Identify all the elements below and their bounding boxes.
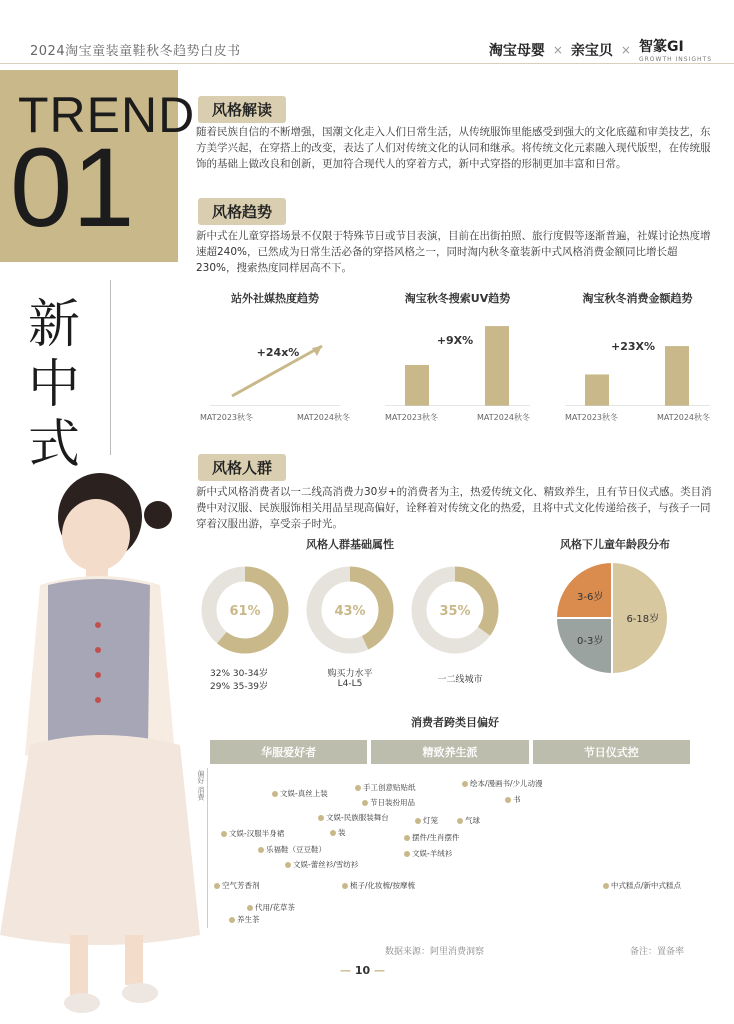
point-marker — [221, 831, 227, 837]
trend-number: 01 — [10, 125, 135, 250]
point-marker — [272, 791, 278, 797]
pref-head-hanfu: 华服爱好者 — [210, 740, 367, 764]
point-label: 手工创意贴贴纸 — [363, 783, 416, 792]
page-number-value: 10 — [354, 964, 371, 977]
pie-slice-label: 6-18岁 — [626, 614, 660, 625]
section-style-interpretation — [198, 96, 286, 123]
preference-point — [214, 880, 260, 891]
donut-value-label: 61% — [229, 604, 261, 619]
preference-point — [342, 880, 415, 891]
donut-legend-city — [420, 672, 500, 685]
chart-title: 淘宝秋冬消费金额趋势 — [582, 292, 693, 305]
preference-point — [362, 797, 415, 808]
point-label: 文娱-汉服半身裙 — [229, 829, 285, 838]
preference-point — [415, 815, 438, 826]
chart-title: 风格人群基础属性 — [306, 538, 394, 551]
preference-point — [330, 827, 346, 838]
point-marker — [457, 818, 463, 824]
annotation: +23X% — [610, 340, 656, 353]
point-label: 空气芳香剂 — [222, 881, 260, 890]
chart-title: 风格下儿童年龄段分布 — [560, 538, 670, 551]
point-marker — [342, 883, 348, 889]
chart-consumption — [565, 290, 710, 423]
point-marker — [285, 862, 291, 868]
side-divider — [110, 280, 111, 455]
legend-line: 购买力水平 — [327, 669, 373, 679]
donut-legend-power — [310, 666, 390, 689]
brand-zhizhuan-sub: GROWTH INSIGHTS — [638, 56, 712, 63]
section-style-audience — [198, 454, 286, 481]
section-paragraph: 新中式在儿童穿搭场景不仅限于特殊节日或节目表演，目前在出街拍照、旅行度假等逐渐普遍，社媒讨论热度增速超240%，已然成为日常生活必备的穿搭风格之一，同时淘内秋冬童装新中式风格消费金额同比增长超230%，搜索热度同样居高不下。 — [196, 230, 711, 274]
annotation: +24x% — [256, 346, 300, 359]
x-tick-label: MAT2023秋冬 — [200, 413, 253, 422]
x-tick-label: MAT2023秋冬 — [385, 413, 438, 422]
point-label: 气球 — [465, 816, 480, 825]
point-label: 代用/花草茶 — [255, 903, 296, 912]
point-marker — [214, 883, 220, 889]
donut-value-label: 43% — [334, 604, 366, 619]
preference-point — [221, 828, 284, 839]
chart-title: 消费者跨类目偏好 — [411, 716, 499, 729]
y-axis — [207, 768, 208, 928]
trend-label: TREND — [18, 87, 196, 143]
footnote: 备注：置备率 — [630, 947, 685, 957]
preference-point — [258, 844, 326, 855]
chart-title: 站外社媒热度趋势 — [231, 292, 319, 305]
preference-point — [355, 782, 416, 793]
legend-line: L4-L5 — [337, 679, 363, 689]
point-label: 乐福鞋（豆豆鞋） — [266, 845, 326, 854]
style-char-3: 式 — [28, 415, 81, 475]
preference-heads — [210, 740, 690, 764]
data-source: 数据来源：阿里消费洞察 — [385, 947, 485, 957]
legend-line: 一二线城市 — [437, 675, 483, 685]
document-title: 2024淘宝童装童鞋秋冬趋势白皮书 — [30, 44, 241, 59]
header-divider — [0, 63, 734, 64]
pref-head-festival: 节日仪式控 — [533, 740, 690, 764]
point-marker — [603, 883, 609, 889]
point-label: 灯笼 — [423, 816, 438, 825]
preference-point — [457, 815, 480, 826]
section-title: 风格趋势 — [198, 198, 286, 225]
point-marker — [462, 781, 468, 787]
preference-point — [318, 812, 389, 823]
point-marker — [404, 851, 410, 857]
section-title: 风格人群 — [198, 454, 286, 481]
bar-mat2023 — [585, 374, 609, 406]
section-title: 风格解读 — [198, 96, 286, 123]
point-marker — [258, 847, 264, 853]
bar-mat2024 — [665, 346, 689, 406]
point-marker — [229, 917, 235, 923]
preference-point — [285, 859, 358, 870]
point-label: 文娱-蕾丝衫/雪纺衫 — [293, 860, 359, 869]
donut-legend-age — [210, 666, 268, 692]
pie-slice — [556, 562, 612, 618]
bar-chart — [565, 306, 710, 406]
x-tick-label: MAT2024秋冬 — [297, 413, 350, 422]
preference-point — [247, 902, 295, 913]
x-tick-label: MAT2024秋冬 — [657, 413, 710, 422]
point-marker — [318, 815, 324, 821]
girl-photo — [0, 455, 200, 1024]
point-marker — [415, 818, 421, 824]
bar-chart — [385, 306, 530, 406]
donut-charts — [200, 560, 520, 660]
brand-zhizhuan — [639, 36, 712, 63]
point-label: 文娱-民族服装舞台 — [326, 813, 389, 822]
x-tick-label: MAT2023秋冬 — [565, 413, 618, 422]
preference-point — [462, 778, 543, 789]
separator: × — [620, 42, 631, 57]
pie-slice-label: 3-6岁 — [577, 592, 604, 604]
section-paragraph: 新中式风格消费者以一二线高消费力30岁+的消费者为主，热爱传统文化、精致养生，且有节日仪式感。类目消费中对汉服、民族服饰相关用品呈现高偏好，诠释着对传统文化的热爱，且将中式文化传递给孩子，与孩子一同穿着汉服出游，享受亲子时光。 — [196, 486, 712, 530]
style-char-1: 新 — [28, 295, 81, 355]
bar-mat2024 — [485, 326, 509, 406]
point-marker — [355, 785, 361, 791]
point-label: 绘本/漫画书/少儿动漫 — [470, 779, 543, 788]
point-label: 梳子/化妆梳/按摩梳 — [350, 881, 416, 890]
chart-title: 淘宝秋冬搜索UV趋势 — [404, 292, 511, 305]
pref-head-wellness: 精致养生派 — [371, 740, 528, 764]
preference-point — [404, 848, 452, 859]
point-marker — [404, 835, 410, 841]
page-number: — 10 — — [340, 964, 385, 977]
section-paragraph: 随着民族自信的不断增强，国潮文化走入人们日常生活，从传统服饰里能感受到强大的文化底蕴和审美技艺，东方美学兴起，在穿搭上的改变，表达了人们对传统文化的认同和继承。将传统文化元素融入现代版型，在传统服饰的基础上做改良和创新，更加符合现代人的穿着方式，新中式穿搭的形制更加丰富和日常。 — [196, 126, 711, 170]
chart-search-uv — [385, 290, 530, 423]
point-marker — [362, 800, 368, 806]
bar-mat2023 — [405, 365, 429, 406]
point-marker — [247, 905, 253, 911]
separator: × — [552, 42, 563, 57]
preference-point — [404, 832, 460, 843]
donut-value-label: 35% — [439, 604, 471, 619]
point-label: 文娱-真丝上装 — [280, 789, 328, 798]
style-char-2: 中 — [28, 355, 81, 415]
point-marker — [330, 830, 336, 836]
legend-line: 32% 30-34岁 — [210, 669, 269, 679]
point-label: 文娱-羊绒衫 — [412, 849, 453, 858]
preference-point — [505, 794, 521, 805]
point-label: 书 — [513, 795, 521, 804]
point-label: 中式糕点/新中式糕点 — [611, 881, 682, 890]
preference-point — [603, 880, 681, 891]
x-tick-label: MAT2024秋冬 — [477, 413, 530, 422]
section-style-trend — [198, 198, 286, 225]
point-label: 装 — [338, 828, 346, 837]
donut-group — [200, 560, 520, 700]
line-chart — [200, 306, 350, 406]
pie-slice-label: 0-3岁 — [577, 635, 604, 647]
annotation: +9X% — [436, 334, 474, 347]
legend-line: 29% 35-39岁 — [210, 682, 269, 692]
point-label: 养生茶 — [237, 915, 260, 924]
preference-point — [229, 914, 260, 925]
brand-qinbaobei: 亲宝贝 — [570, 42, 613, 59]
brand-logos — [489, 36, 712, 63]
y-axis-label: 偏好 消费 — [197, 770, 205, 801]
point-marker — [505, 797, 511, 803]
point-label: 摆件/生肖摆件 — [412, 833, 460, 842]
brand-taobao-muying: 淘宝母婴 — [488, 42, 545, 59]
chart-social-heat — [200, 290, 350, 423]
point-label: 节日装扮用品 — [370, 798, 415, 807]
preference-point — [272, 788, 328, 799]
age-pie-chart — [550, 560, 680, 680]
brand-zhizhuan-name: 智篆GI — [638, 39, 684, 55]
